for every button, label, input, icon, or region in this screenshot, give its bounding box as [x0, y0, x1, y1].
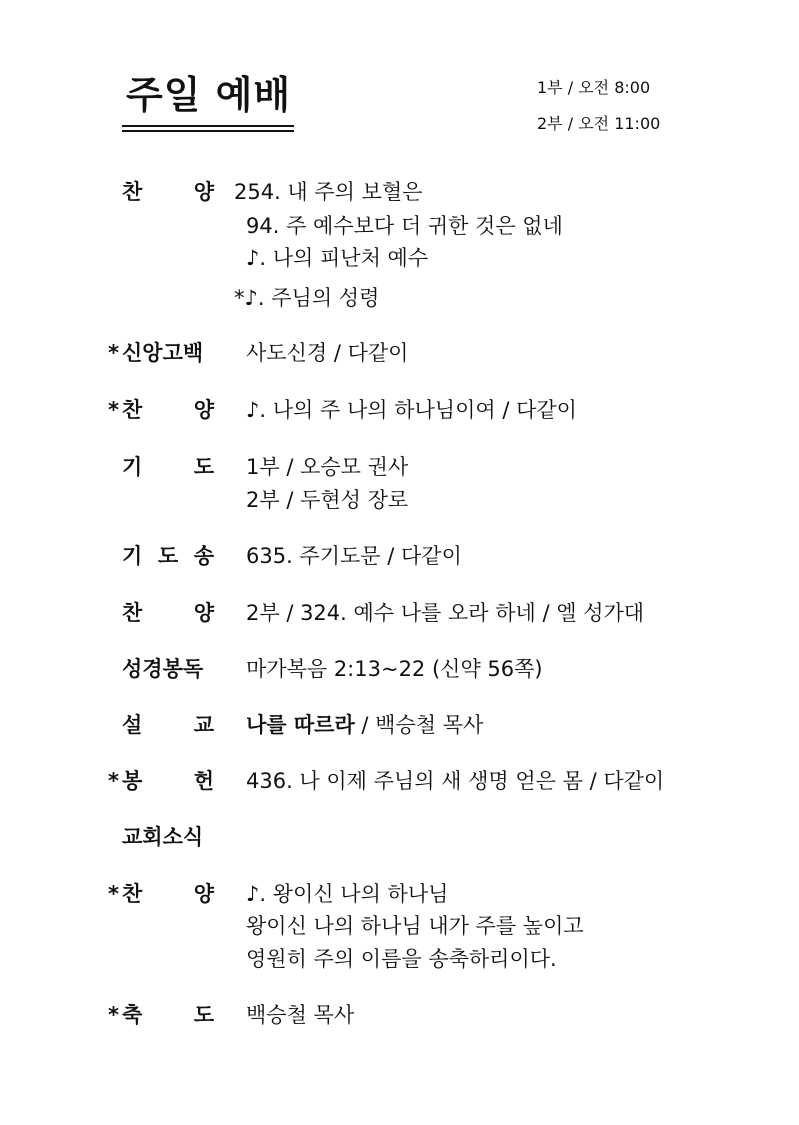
hymn-line: 94. 주 예수보다 더 귀한 것은 없네	[246, 214, 563, 238]
hymn-line: 영원히 주의 이름을 송축하리이다.	[246, 947, 557, 971]
hymn-line: ♪. 왕이신 나의 하나님	[246, 882, 449, 906]
service-time-1: 1부 / 오전 8:00	[537, 78, 651, 97]
label-char: 양	[193, 882, 214, 906]
scripture-line: 마가복음 2:13~22 (신약 56쪽)	[246, 657, 543, 681]
label-char: 기	[122, 455, 143, 479]
page-title: 주일 예배	[126, 73, 292, 117]
item-label-sermon	[108, 715, 216, 736]
service-time-2: 2부 / 오전 11:00	[537, 114, 661, 133]
hymn-line: 2부 / 324. 예수 나를 오라 하네 / 엘 성가대	[246, 601, 645, 625]
label-char: 양	[193, 180, 214, 204]
prayer-song-line: 635. 주기도문 / 다같이	[246, 544, 462, 568]
star-marker: *	[108, 882, 119, 906]
label-char: 교	[193, 713, 214, 737]
star-marker: *	[108, 341, 119, 365]
star-marker: *	[108, 398, 119, 422]
label-char: 헌	[193, 769, 214, 793]
prayer-line: 1부 / 오승모 권사	[246, 455, 409, 479]
item-label-benediction	[108, 1005, 216, 1026]
creed-line: 사도신경 / 다같이	[246, 341, 409, 365]
hymn-line: 254. 내 주의 보혈은	[234, 180, 423, 204]
hymn-line: ♪. 나의 피난처 예수	[246, 246, 429, 270]
sermon-preacher: / 백승철 목사	[354, 713, 484, 737]
item-label-news	[108, 827, 216, 848]
item-label-praise	[108, 182, 216, 203]
label-text: 신앙고백	[122, 341, 204, 365]
label-char: 축	[122, 1003, 143, 1027]
label-text: 성경봉독	[122, 657, 204, 681]
label-char: 찬	[122, 180, 143, 204]
item-label-prayer	[108, 457, 216, 478]
label-text: 교회소식	[122, 825, 204, 849]
item-label-prayer-song	[108, 546, 216, 567]
label-char: 봉	[122, 769, 143, 793]
label-char: 도	[157, 544, 179, 568]
title-underline	[122, 125, 294, 132]
star-marker: *	[108, 769, 119, 793]
benediction-line: 백승철 목사	[246, 1003, 355, 1027]
item-label-praise-4	[108, 884, 216, 905]
label-char: 양	[193, 601, 214, 625]
item-label-creed	[108, 343, 216, 364]
label-char: 도	[193, 1003, 214, 1027]
item-label-scripture	[108, 659, 216, 680]
item-label-offering	[108, 771, 216, 792]
sermon-title: 나를 따르라	[246, 713, 355, 737]
prayer-line: 2부 / 두현성 장로	[246, 488, 409, 512]
sermon-line	[246, 715, 483, 736]
label-char: 설	[122, 713, 143, 737]
offering-line: 436. 나 이제 주님의 새 생명 얻은 몸 / 다같이	[246, 769, 665, 793]
item-label-praise-3	[108, 603, 216, 624]
item-label-praise-2	[108, 400, 216, 421]
star-marker: *	[108, 1003, 119, 1027]
label-char: 송	[193, 544, 214, 568]
label-char: 도	[193, 455, 214, 479]
label-char: 찬	[122, 398, 143, 422]
label-char: 양	[193, 398, 214, 422]
label-char: 찬	[122, 601, 143, 625]
hymn-line: ♪. 나의 주 나의 하나님이여 / 다같이	[246, 398, 577, 422]
hymn-line: *♪. 주님의 성령	[234, 286, 380, 310]
label-char: 기	[122, 544, 143, 568]
label-char: 찬	[122, 882, 143, 906]
hymn-line: 왕이신 나의 하나님 내가 주를 높이고	[246, 914, 584, 938]
